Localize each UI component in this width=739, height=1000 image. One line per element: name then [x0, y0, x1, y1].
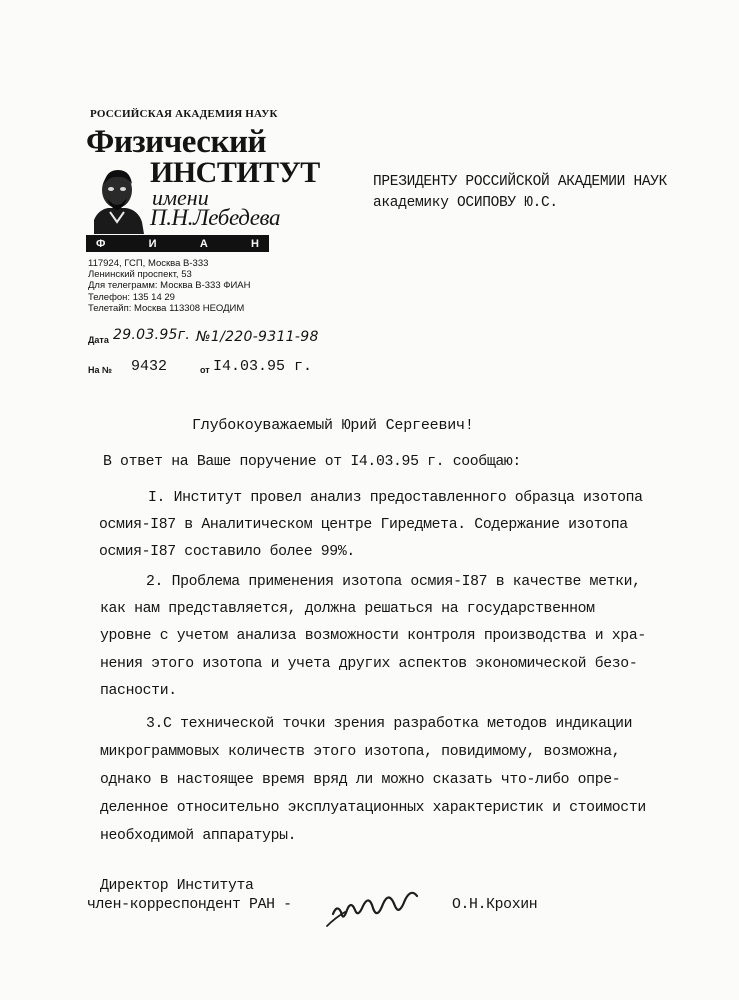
fian-letter: И	[148, 237, 157, 250]
institute-title-line4: П.Н.Лебедева	[150, 205, 281, 230]
body-line: В ответ на Ваше поручение от I4.03.95 г. сообщаю:	[103, 454, 521, 470]
body-line: необходимой аппаратуры.	[100, 828, 297, 844]
fian-letter: Ф	[96, 237, 106, 250]
institute-title-line1: Физический	[86, 124, 266, 160]
address-line: Ленинский проспект, 53	[88, 269, 192, 281]
body-line: деленное относительно эксплуатационных характеристик и стоимости	[100, 800, 646, 816]
address-line: Телетайп: Москва 113308 НЕОДИМ	[88, 302, 245, 314]
letterhead-address	[88, 258, 250, 314]
signatory-name: О.Н.Крохин	[452, 897, 538, 913]
ref-number-label: На №	[88, 365, 113, 375]
addressee-line2: академику ОСИПОВУ Ю.С.	[373, 195, 558, 211]
body-line: однако в настоящее время вряд ли можно сказать что-либо опре-	[100, 772, 621, 788]
ref-number: 9432	[131, 358, 168, 375]
signatory-title-line1: Директор Института	[100, 878, 254, 894]
body-line: микрограммовых количеств этого изотопа, повидимому, возможна,	[100, 744, 621, 760]
body-line: пасности.	[100, 683, 177, 699]
fian-abbreviation-bar	[86, 235, 269, 252]
body-line: нения этого изотопа и учета других аспектов экономической безо-	[100, 656, 638, 672]
greeting: Глубокоуважаемый Юрий Сергеевич!	[192, 417, 474, 434]
address-line: Телефон: 135 14 29	[88, 291, 175, 303]
addressee-line1: ПРЕЗИДЕНТУ РОССИЙСКОЙ АКАДЕМИИ НАУК	[373, 174, 668, 190]
institute-title-line2: ИНСТИТУТ	[150, 156, 320, 189]
date-label: Дата	[88, 335, 109, 345]
body-line: 2. Проблема применения изотопа осмия-I87 в качестве метки,	[146, 574, 641, 590]
date-handwritten: 29.03.95г.	[113, 327, 191, 343]
signatory-title-line2: член-корреспондент РАН -	[87, 897, 292, 913]
fian-letter: Н	[251, 237, 259, 250]
body-line: уровне с учетом анализа возможности контроля производства и хра-	[100, 628, 646, 644]
address-line: 117924, ГСП, Москва В-333	[88, 258, 209, 269]
address-line: Для телеграмм: Москва В-333 ФИАН	[88, 280, 251, 292]
body-line: I. Институт провел анализ предоставленного образца изотопа	[148, 490, 643, 506]
fian-letter: А	[199, 237, 208, 250]
institute-title-line3: имени	[152, 185, 209, 210]
body-line: осмия-I87 в Аналитическом центре Гиредмета. Содержание изотопа	[99, 517, 628, 533]
body-line: осмия-I87 составило более 99%.	[99, 544, 355, 560]
lebedev-portrait-logo	[86, 162, 148, 234]
academy-name: РОССИЙСКАЯ АКАДЕМИЯ НАУК	[90, 108, 278, 120]
handwritten-signature	[325, 882, 430, 932]
ref-from-label: от	[200, 365, 210, 375]
outgoing-number-handwritten: №1/220-9311-98	[196, 329, 319, 345]
addressee-block	[373, 172, 667, 214]
body-line: как нам представляется, должна решаться на государственном	[100, 601, 595, 617]
ref-date: I4.03.95 г.	[213, 358, 313, 375]
body-line: 3.С технической точки зрения разработка методов индикации	[146, 716, 633, 732]
